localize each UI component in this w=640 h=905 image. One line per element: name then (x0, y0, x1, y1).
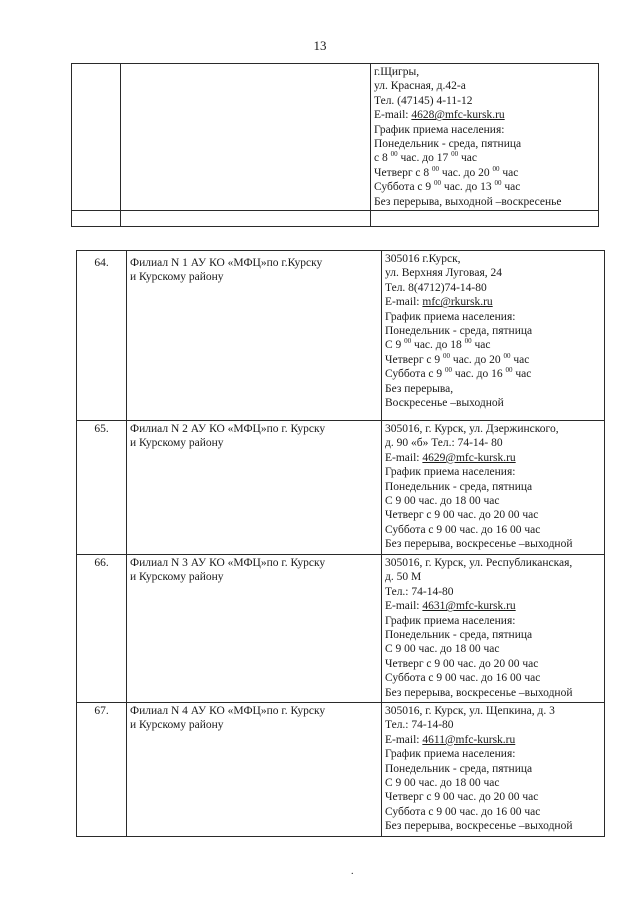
schedule-saturday: Суббота с 9 $^{00}$ час. до 16 $^{00}$ час (385, 366, 532, 381)
email-line: E-mail: 4629@mfc-kursk.ru (385, 451, 516, 464)
schedule-saturday: Суббота с 9 00 час. до 16 00 час (385, 523, 541, 536)
branch-name-line: Филиал N 2 АУ КО «МФЦ»по г. Курску (130, 423, 326, 435)
address-line: ул. Верхняя Луговая, 24 (385, 267, 502, 280)
schedule-saturday: Суббота с 9 00 час. до 16 00 час (385, 672, 541, 685)
email-line: E-mail: 4631@mfc-kursk.ru (385, 600, 516, 613)
branch-name-line: и Курскому району (130, 719, 224, 732)
schedule-thursday: Четверг с 8 $^{00}$ час. до 20 $^{00}$ час (374, 165, 519, 179)
email-link[interactable]: 4628@mfc-kursk.ru (411, 109, 505, 122)
schedule-days: Понедельник - среда, пятница (374, 138, 522, 151)
row-number-cell (77, 703, 127, 837)
table-row (77, 421, 605, 555)
row-number-cell (77, 251, 127, 421)
branch-name-line: Филиал N 3 АУ КО «МФЦ»по г. Курску (130, 557, 326, 569)
branch-name-line: и Курскому району (130, 437, 224, 450)
schedule-saturday: Суббота с 9 $^{00}$ час. до 13 $^{00}$ час (374, 179, 521, 194)
branch-name-cell (127, 555, 382, 703)
schedule-weekday: С 9 $^{00}$ час. до 18 $^{00}$ час (385, 337, 491, 352)
email-link[interactable]: 4611@mfc-kursk.ru (422, 733, 516, 746)
continuation-table (71, 63, 599, 227)
row-number: 65. (94, 423, 109, 435)
phone-line: Тел. 8(4712)74-14-80 (385, 281, 487, 294)
schedule-thursday: Четверг с 9 $^{00}$ час. до 20 $^{00}$ час (385, 352, 530, 366)
table-row-empty (72, 211, 599, 227)
schedule-title: График приема населения: (385, 466, 516, 479)
schedule-day-off: Воскресенье –выходной (385, 397, 504, 410)
schedule-no-break: Без перерыва, выходной –воскресенье (374, 195, 562, 208)
branch-name-line: Филиал N 1 АУ КО «МФЦ»по г.Курску (130, 257, 323, 269)
schedule-thursday: Четверг с 9 00 час. до 20 00 час (385, 657, 539, 670)
address-line: 305016, г. Курск, ул. Дзержинского, (385, 423, 559, 435)
address-line: 305016 г.Курск, (385, 253, 461, 265)
schedule-saturday: Суббота с 9 00 час. до 16 00 час (385, 805, 541, 818)
row-number: 67. (94, 705, 109, 717)
address-phone-line: д. 90 «б» Тел.: 74-14- 80 (385, 437, 503, 450)
table-row (77, 703, 605, 837)
branch-name-line: Филиал N 4 АУ КО «МФЦ»по г. Курску (130, 705, 326, 717)
schedule-title: График приема населения: (385, 614, 516, 627)
email-line: E-mail: mfc@rkursk.ru (385, 296, 493, 309)
address-cell (382, 703, 605, 837)
table-row (77, 555, 605, 703)
address-cell (371, 64, 599, 211)
schedule-thursday: Четверг с 9 00 час. до 20 00 час (385, 509, 539, 522)
email-line: E-mail: 4628@mfc-kursk.ru (374, 109, 505, 122)
phone-line: Тел.: 74-14-80 (385, 719, 454, 732)
schedule-days: Понедельник - среда, пятница (385, 325, 533, 338)
table-row (77, 251, 605, 421)
branch-name-cell (127, 421, 382, 555)
address-cell (382, 251, 605, 421)
schedule-no-break: Без перерыва, воскресенье –выходной (385, 820, 573, 833)
address-line: 305016, г. Курск, ул. Щепкина, д. 3 (385, 705, 555, 717)
schedule-title: График приема населения: (385, 748, 516, 761)
schedule-weekday: С 9 00 час. до 18 00 час (385, 777, 500, 790)
phone-line: Тел.: 74-14-80 (385, 585, 454, 598)
row-number-cell (77, 421, 127, 555)
schedule-no-break: Без перерыва, воскресенье –выходной (385, 686, 573, 699)
schedule-no-break: Без перерыва, (385, 382, 454, 395)
schedule-title: График приема населения: (374, 123, 505, 136)
branch-name-cell (121, 64, 371, 211)
email-line: E-mail: 4611@mfc-kursk.ru (385, 733, 516, 746)
branch-name-line: и Курскому району (130, 571, 224, 584)
row-number-cell (72, 64, 121, 211)
address-line: г.Щигры, (374, 66, 420, 78)
row-number: 64. (94, 257, 109, 269)
schedule-days: Понедельник - среда, пятница (385, 629, 533, 642)
footer-mark: . (351, 866, 354, 877)
schedule-days: Понедельник - среда, пятница (385, 762, 533, 775)
phone-line: Тел. (47145) 4-11-12 (374, 94, 473, 107)
page-number: 13 (313, 38, 327, 53)
address-cell (382, 555, 605, 703)
table-row (72, 64, 599, 211)
branch-name-cell (127, 703, 382, 837)
schedule-weekday: с 8 $^{00}$ час. до 17 $^{00}$ час (374, 150, 477, 165)
branch-name-cell (127, 251, 382, 421)
email-link[interactable]: mfc@rkursk.ru (422, 296, 493, 309)
address-line: 305016, г. Курск, ул. Республиканская, (385, 557, 573, 569)
schedule-weekday: С 9 00 час. до 18 00 час (385, 495, 500, 508)
address-cell (382, 421, 605, 555)
schedule-title: График приема населения: (385, 310, 516, 323)
address-line: д. 50 М (385, 571, 422, 584)
schedule-no-break: Без перерыва, воскресенье –выходной (385, 538, 573, 551)
email-link[interactable]: 4631@mfc-kursk.ru (422, 600, 516, 613)
row-number-cell (77, 555, 127, 703)
email-link[interactable]: 4629@mfc-kursk.ru (422, 451, 516, 464)
schedule-thursday: Четверг с 9 00 час. до 20 00 час (385, 791, 539, 804)
schedule-days: Понедельник - среда, пятница (385, 480, 533, 493)
branches-table (76, 250, 605, 837)
row-number: 66. (94, 557, 109, 569)
branch-name-line: и Курскому району (130, 271, 224, 284)
schedule-weekday: С 9 00 час. до 18 00 час (385, 643, 500, 656)
address-line: ул. Красная, д.42-а (374, 80, 466, 93)
